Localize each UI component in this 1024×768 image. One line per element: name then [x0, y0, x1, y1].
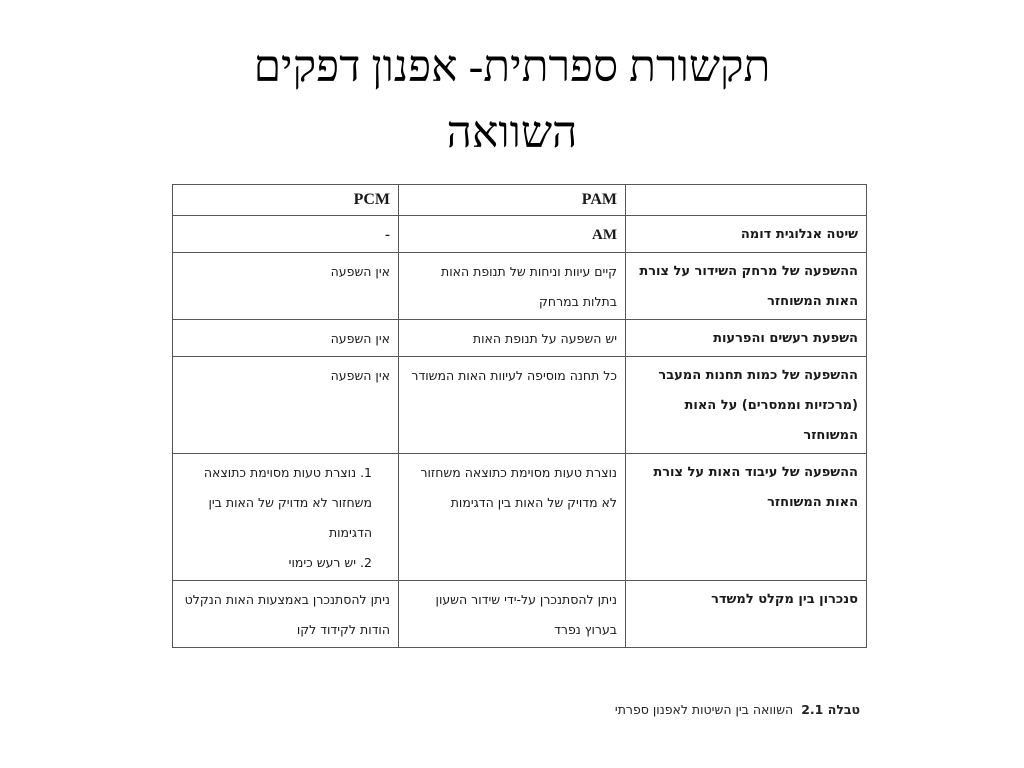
pcm-cell: ניתן להסתנכרן באמצעות האות הנקלט הודות לקידוד לקו [173, 581, 399, 648]
header-pcm: PCM [173, 185, 399, 216]
pcm-list [181, 458, 390, 578]
pcm-cell: אין השפעה [173, 357, 399, 454]
table-row [173, 454, 867, 581]
slide-title-line-1: תקשורת ספרתית- אפנון דפקים [253, 42, 771, 91]
row-label: סנכרון בין מקלט למשדר [626, 581, 867, 648]
pcm-list-item: 1. נוצרת טעות מסוימת כתוצאה משחזור לא מדויק של האות בין הדגימות [203, 465, 372, 540]
row-label: שיטה אנלוגית דומה [626, 216, 867, 253]
pcm-cell: - [173, 216, 399, 253]
header-label-cell [626, 185, 867, 216]
comparison-table [172, 184, 867, 648]
row-label: השפעת רעשים והפרעות [626, 320, 867, 357]
pam-cell: יש השפעה על תנופת האות [399, 320, 626, 357]
pcm-cell: אין השפעה [173, 320, 399, 357]
table-caption [520, 702, 860, 717]
table-row [173, 216, 867, 253]
pam-cell: נוצרת טעות מסוימת כתוצאה משחזור לא מדויק של האות בין הדגימות [399, 454, 626, 581]
pcm-list-item: 2. יש רעש כימוי [288, 555, 372, 570]
table-row [173, 320, 867, 357]
pcm-cell [173, 454, 399, 581]
row-label: ההשפעה של עיבוד האות על צורת האות המשוחזר [626, 454, 867, 581]
header-pam: PAM [399, 185, 626, 216]
table-header-row [173, 185, 867, 216]
row-label: ההשפעה של כמות תחנות המעבר (מרכזיות וממסרים) על האות המשוחזר [626, 357, 867, 454]
table-row [173, 581, 867, 648]
pam-cell: AM [399, 216, 626, 253]
table-row [173, 357, 867, 454]
caption-number: טבלה 2.1 [801, 702, 860, 717]
caption-text: השוואה בין השיטות לאפנון ספרתי [614, 702, 794, 717]
comparison-table-wrapper [172, 184, 866, 648]
row-label: ההשפעה של מרחק השידור על צורת האות המשוחזר [626, 253, 867, 320]
slide-title [0, 34, 1024, 166]
pam-cell: ניתן להסתנכרן על-ידי שידור השעון בערוץ נפרד [399, 581, 626, 648]
slide-title-line-2: השוואה [446, 108, 578, 157]
pam-cell: כל תחנה מוסיפה לעיוות האות המשודר [399, 357, 626, 454]
pcm-cell: אין השפעה [173, 253, 399, 320]
pam-cell: קיים עיוות וניחות של תנופת האות בתלות במרחק [399, 253, 626, 320]
table-row [173, 253, 867, 320]
